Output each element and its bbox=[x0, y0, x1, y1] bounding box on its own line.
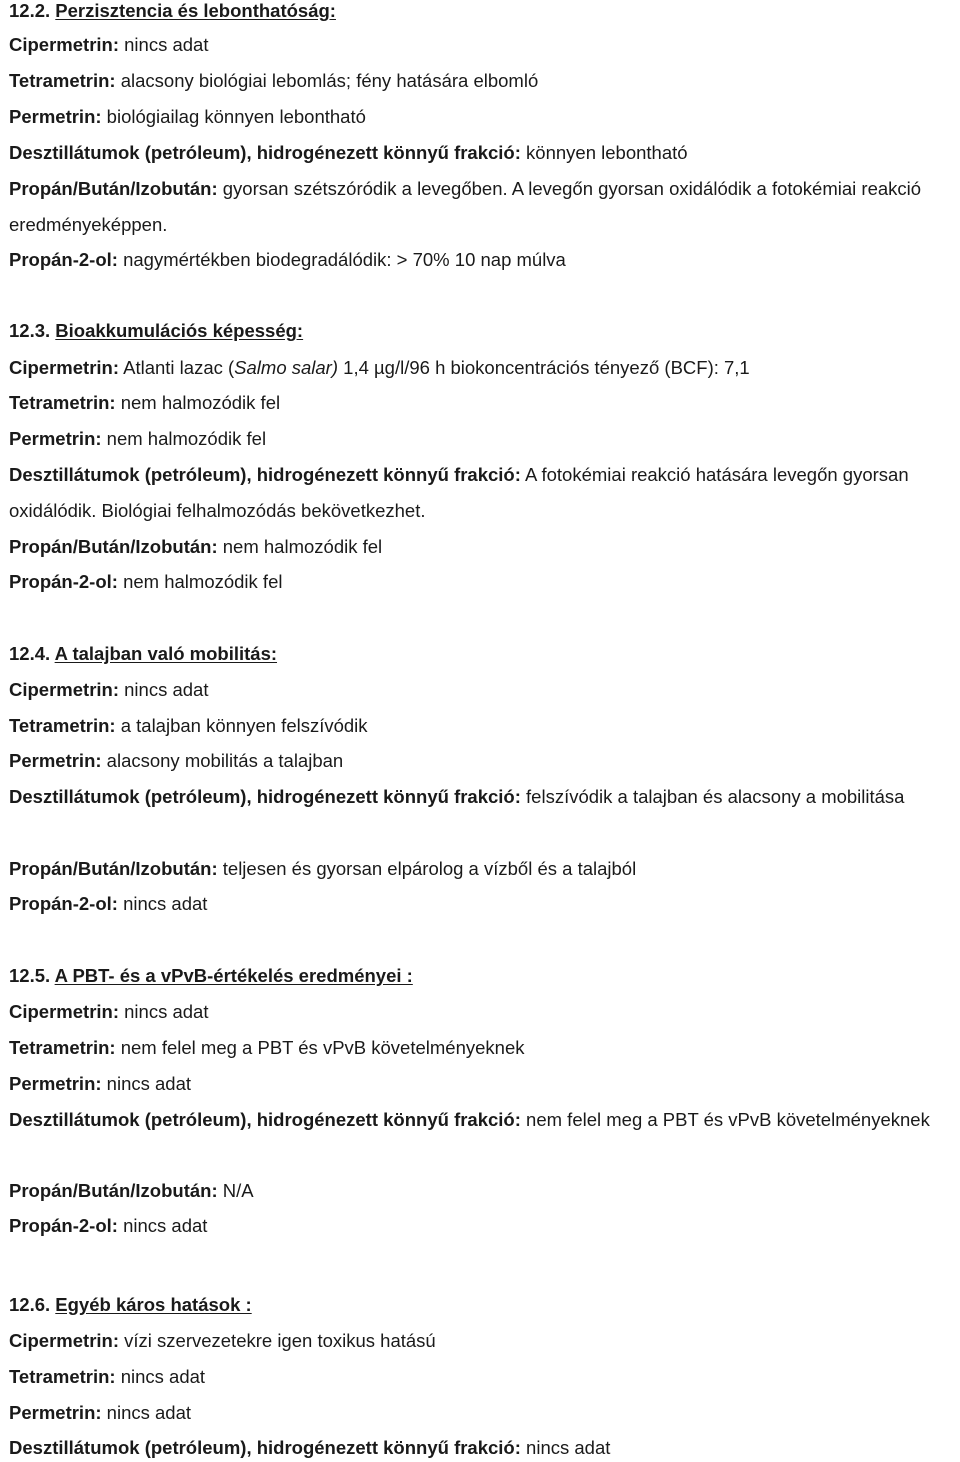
entry-propan-butan bbox=[9, 1180, 254, 1202]
section-heading-12-2 bbox=[9, 0, 336, 22]
entry-text: nincs adat bbox=[120, 1366, 206, 1387]
section-number: 12.3. bbox=[9, 320, 51, 341]
entry-label: Tetrametrin: bbox=[9, 1366, 116, 1387]
entry-desztillatumok bbox=[9, 1437, 610, 1459]
entry-label: Tetrametrin: bbox=[9, 715, 116, 736]
entry-label: Propán-2-ol: bbox=[9, 571, 118, 592]
entry-permetrin bbox=[9, 1073, 191, 1095]
entry-label: Cipermetrin: bbox=[9, 1001, 119, 1022]
section-number: 12.2. bbox=[9, 0, 51, 21]
entry-text: a talajban könnyen felszívódik bbox=[120, 715, 368, 736]
entry-permetrin bbox=[9, 750, 343, 772]
entry-text: felszívódik a talajban és alacsony a mobilitása bbox=[526, 786, 905, 807]
entry-text: könnyen lebontható bbox=[526, 142, 688, 163]
species-name: Salmo salar) bbox=[234, 357, 339, 378]
entry-permetrin bbox=[9, 1402, 191, 1424]
section-title: Perzisztencia és lebonthatóság: bbox=[55, 0, 336, 21]
entry-cipermetrin bbox=[9, 357, 750, 379]
entry-text: nem halmozódik fel bbox=[120, 392, 281, 413]
entry-label: Propán/Bután/Izobután: bbox=[9, 1180, 218, 1201]
entry-text: alacsony biológiai lebomlás; fény hatására elbomló bbox=[120, 70, 539, 91]
entry-text: Atlanti lazac ( bbox=[123, 357, 235, 378]
entry-desztillatumok bbox=[9, 779, 944, 815]
section-number: 12.6. bbox=[9, 1294, 51, 1315]
entry-desztillatumok bbox=[9, 142, 688, 164]
entry-tetrametrin bbox=[9, 715, 368, 737]
entry-label: Permetrin: bbox=[9, 106, 102, 127]
entry-text: nem felel meg a PBT és vPvB követelményeknek bbox=[526, 1109, 930, 1130]
entry-label: Propán-2-ol: bbox=[9, 249, 118, 270]
entry-label: Desztillátumok (petróleum), hidrogénezett könnyű frakció: bbox=[9, 1437, 521, 1458]
entry-label: Propán-2-ol: bbox=[9, 1215, 118, 1236]
entry-label: Propán/Bután/Izobután: bbox=[9, 536, 218, 557]
entry-propan-2-ol bbox=[9, 893, 207, 915]
entry-label: Permetrin: bbox=[9, 428, 102, 449]
entry-text: nincs adat bbox=[106, 1402, 192, 1423]
entry-cipermetrin bbox=[9, 1330, 436, 1352]
entry-text: nagymértékben biodegradálódik: > 70% 10 nap múlva bbox=[123, 249, 566, 270]
entry-permetrin bbox=[9, 106, 366, 128]
section-title: A PBT- és a vPvB-értékelés eredményei : bbox=[54, 965, 413, 986]
entry-label: Tetrametrin: bbox=[9, 392, 116, 413]
entry-label: Propán/Bután/Izobután: bbox=[9, 858, 218, 879]
entry-text: nem halmozódik fel bbox=[123, 571, 283, 592]
entry-tetrametrin bbox=[9, 392, 280, 414]
entry-text: nincs adat bbox=[123, 893, 208, 914]
entry-label: Desztillátumok (petróleum), hidrogénezett könnyű frakció: bbox=[9, 1109, 521, 1130]
section-heading-12-5 bbox=[9, 965, 413, 987]
entry-text: nem halmozódik fel bbox=[106, 428, 267, 449]
entry-text: nincs adat bbox=[124, 34, 209, 55]
entry-text: nem halmozódik fel bbox=[222, 536, 383, 557]
entry-text: teljesen és gyorsan elpárolog a vízből és a talajból bbox=[222, 858, 637, 879]
entry-text: nincs adat bbox=[124, 1001, 209, 1022]
entry-propan-2-ol bbox=[9, 571, 282, 593]
entry-cipermetrin bbox=[9, 34, 208, 56]
entry-propan-butan bbox=[9, 536, 382, 558]
entry-text: alacsony mobilitás a talajban bbox=[106, 750, 344, 771]
entry-text: nincs adat bbox=[124, 679, 209, 700]
entry-label: Permetrin: bbox=[9, 1402, 102, 1423]
entry-label: Cipermetrin: bbox=[9, 34, 119, 55]
entry-text: nincs adat bbox=[526, 1437, 611, 1458]
entry-text: A fotokémiai reakció hatására levegőn gyorsan oxidálódik. Biológiai felhalmozódás bekövetkezhet. bbox=[9, 464, 909, 521]
section-number: 12.5. bbox=[9, 965, 51, 986]
entry-label: Desztillátumok (petróleum), hidrogénezett könnyű frakció: bbox=[9, 142, 521, 163]
entry-tetrametrin bbox=[9, 70, 538, 92]
entry-text: nincs adat bbox=[106, 1073, 192, 1094]
entry-cipermetrin bbox=[9, 1001, 208, 1023]
entry-text: nem felel meg a PBT és vPvB követelményeknek bbox=[120, 1037, 525, 1058]
entry-label: Tetrametrin: bbox=[9, 70, 116, 91]
section-heading-12-3 bbox=[9, 320, 303, 342]
section-title: A talajban való mobilitás: bbox=[54, 643, 278, 664]
entry-propan-2-ol bbox=[9, 1215, 207, 1237]
entry-desztillatumok bbox=[9, 457, 944, 529]
section-heading-12-6 bbox=[9, 1294, 252, 1316]
entry-text: vízi szervezetekre igen toxikus hatású bbox=[124, 1330, 436, 1351]
entry-label: Cipermetrin: bbox=[9, 357, 119, 378]
entry-permetrin bbox=[9, 428, 266, 450]
entry-text: gyorsan szétszóródik a levegőben. A levegőn gyorsan oxidálódik a fotokémiai reakció eredményeképpen. bbox=[9, 178, 922, 235]
entry-label: Cipermetrin: bbox=[9, 679, 119, 700]
entry-text: biológiailag könnyen lebontható bbox=[106, 106, 366, 127]
entry-label: Desztillátumok (petróleum), hidrogénezett könnyű frakció: bbox=[9, 786, 521, 807]
section-number: 12.4. bbox=[9, 643, 51, 664]
entry-text: nincs adat bbox=[123, 1215, 208, 1236]
entry-label: Cipermetrin: bbox=[9, 1330, 119, 1351]
entry-propan-butan bbox=[9, 171, 944, 243]
entry-text: N/A bbox=[222, 1180, 254, 1201]
entry-label: Permetrin: bbox=[9, 750, 102, 771]
section-title: Bioakkumulációs képesség: bbox=[55, 320, 304, 341]
entry-propan-butan bbox=[9, 858, 636, 880]
section-heading-12-4 bbox=[9, 643, 277, 665]
entry-text: 1,4 µg/l/96 h biokoncentrációs tényező (BCF): 7,1 bbox=[343, 357, 750, 378]
entry-label: Tetrametrin: bbox=[9, 1037, 116, 1058]
section-title: Egyéb káros hatások : bbox=[55, 1294, 252, 1315]
entry-propan-2-ol bbox=[9, 249, 566, 271]
entry-label: Desztillátumok (petróleum), hidrogénezett könnyű frakció: bbox=[9, 464, 521, 485]
entry-label: Permetrin: bbox=[9, 1073, 102, 1094]
entry-cipermetrin bbox=[9, 679, 208, 701]
entry-tetrametrin bbox=[9, 1366, 205, 1388]
entry-tetrametrin bbox=[9, 1037, 525, 1059]
entry-label: Propán-2-ol: bbox=[9, 893, 118, 914]
entry-desztillatumok bbox=[9, 1102, 944, 1138]
entry-label: Propán/Bután/Izobután: bbox=[9, 178, 218, 199]
